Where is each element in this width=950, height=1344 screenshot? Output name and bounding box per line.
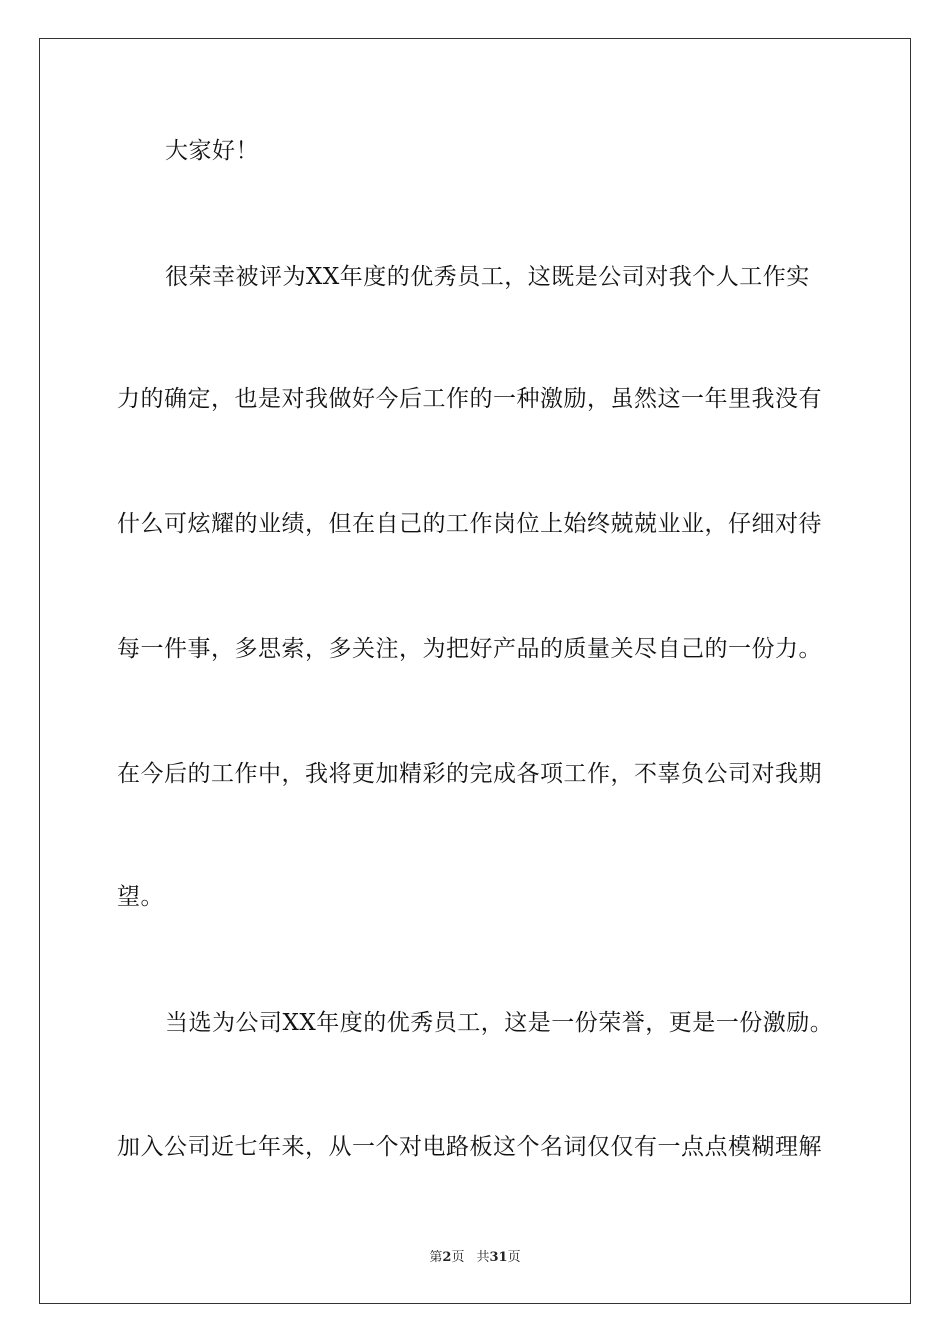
- page-number: 2: [442, 1250, 452, 1265]
- total-prefix: 共: [476, 1250, 490, 1265]
- total-pages: 31: [489, 1250, 508, 1265]
- paragraph-line: 望。: [117, 884, 164, 910]
- paragraph-line-greeting: 大家好！: [165, 138, 259, 164]
- paragraph-line: 什么可炫耀的业绩，但在自己的工作岗位上始终兢兢业业，仔细对待: [117, 511, 822, 537]
- total-suffix: 页: [507, 1250, 521, 1265]
- page-border: [39, 38, 911, 1304]
- paragraph-line: 当选为公司XX年度的优秀员工，这是一份荣誉，更是一份激励。: [165, 1010, 834, 1036]
- paragraph-line: 加入公司近七年来，从一个对电路板这个名词仅仅有一点点模糊理解: [117, 1134, 822, 1160]
- paragraph-line: 力的确定，也是对我做好今后工作的一种激励，虽然这一年里我没有: [117, 386, 822, 412]
- paragraph-line: 很荣幸被评为XX年度的优秀员工，这既是公司对我个人工作实: [165, 264, 810, 290]
- page-suffix: 页: [451, 1250, 465, 1265]
- page-prefix: 第: [429, 1250, 443, 1265]
- paragraph-line: 每一件事，多思索，多关注，为把好产品的质量关尽自己的一份力。: [117, 636, 822, 662]
- page-footer: [0, 1246, 950, 1265]
- paragraph-line: 在今后的工作中，我将更加精彩的完成各项工作，不辜负公司对我期: [117, 761, 822, 787]
